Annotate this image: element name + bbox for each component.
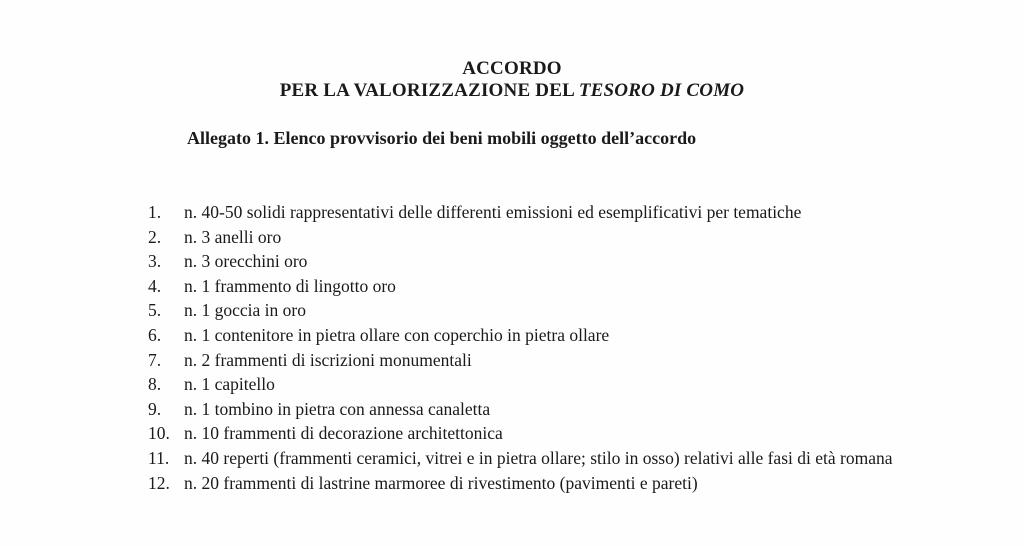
- item-number: 5.: [148, 300, 162, 321]
- list-item: [148, 225, 908, 250]
- list-item: [148, 397, 908, 422]
- item-text: n. 1 tombino in pietra con annessa canaletta: [184, 398, 491, 419]
- list-item: [148, 200, 908, 225]
- document-title-line2: [0, 80, 1024, 102]
- item-number: 4.: [148, 275, 162, 296]
- item-number: 12.: [148, 472, 170, 493]
- list-item: [148, 372, 908, 397]
- item-text: n. 40-50 solidi rappresentativi delle differenti emissioni ed esemplificativi per tematiche: [184, 202, 802, 222]
- title-line2-italic: TESORO DI COMO: [578, 80, 745, 101]
- list-item: [148, 249, 908, 274]
- item-text: n. 1 goccia in oro: [184, 300, 306, 321]
- item-number: 7.: [148, 349, 162, 370]
- item-text: n. 1 contenitore in pietra ollare con coperchio in pietra ollare: [184, 324, 610, 345]
- item-text: n. 3 anelli oro: [184, 226, 282, 247]
- item-text: n. 10 frammenti di decorazione architettonica: [184, 423, 503, 444]
- list-item: [148, 471, 908, 496]
- list-item: [148, 348, 908, 373]
- item-number: 10.: [148, 423, 170, 444]
- list-item: [148, 323, 908, 348]
- item-number: 2.: [148, 226, 162, 247]
- title-line2-prefix: PER LA VALORIZZAZIONE DEL: [279, 80, 579, 101]
- document-title: ACCORDO: [462, 58, 562, 79]
- items-list: [148, 200, 908, 495]
- item-text: n. 2 frammenti di iscrizioni monumentali: [184, 349, 472, 370]
- item-number: 11.: [148, 447, 170, 468]
- item-text: n. 3 orecchini oro: [184, 251, 308, 272]
- list-item: [148, 298, 908, 323]
- item-text: n. 20 frammenti di lastrine marmoree di rivestimento (pavimenti e pareti): [184, 472, 698, 493]
- annex-heading: Allegato 1. Elenco provvisorio dei beni mobili oggetto dell’accordo: [187, 128, 697, 148]
- item-number: 8.: [148, 374, 162, 395]
- item-text: n. 40 reperti (frammenti ceramici, vitrei e in pietra ollare; stilo in osso) relativi alle fasi di età romana: [184, 447, 893, 468]
- item-number: 9.: [148, 398, 162, 419]
- item-number: 6.: [148, 324, 162, 345]
- list-item: [148, 446, 908, 471]
- list-item: [148, 421, 908, 446]
- item-text: n. 1 frammento di lingotto oro: [184, 275, 396, 296]
- item-number: 3.: [148, 251, 162, 272]
- item-text: n. 1 capitello: [184, 374, 275, 395]
- item-number: 1.: [148, 202, 162, 222]
- list-item: [148, 274, 908, 299]
